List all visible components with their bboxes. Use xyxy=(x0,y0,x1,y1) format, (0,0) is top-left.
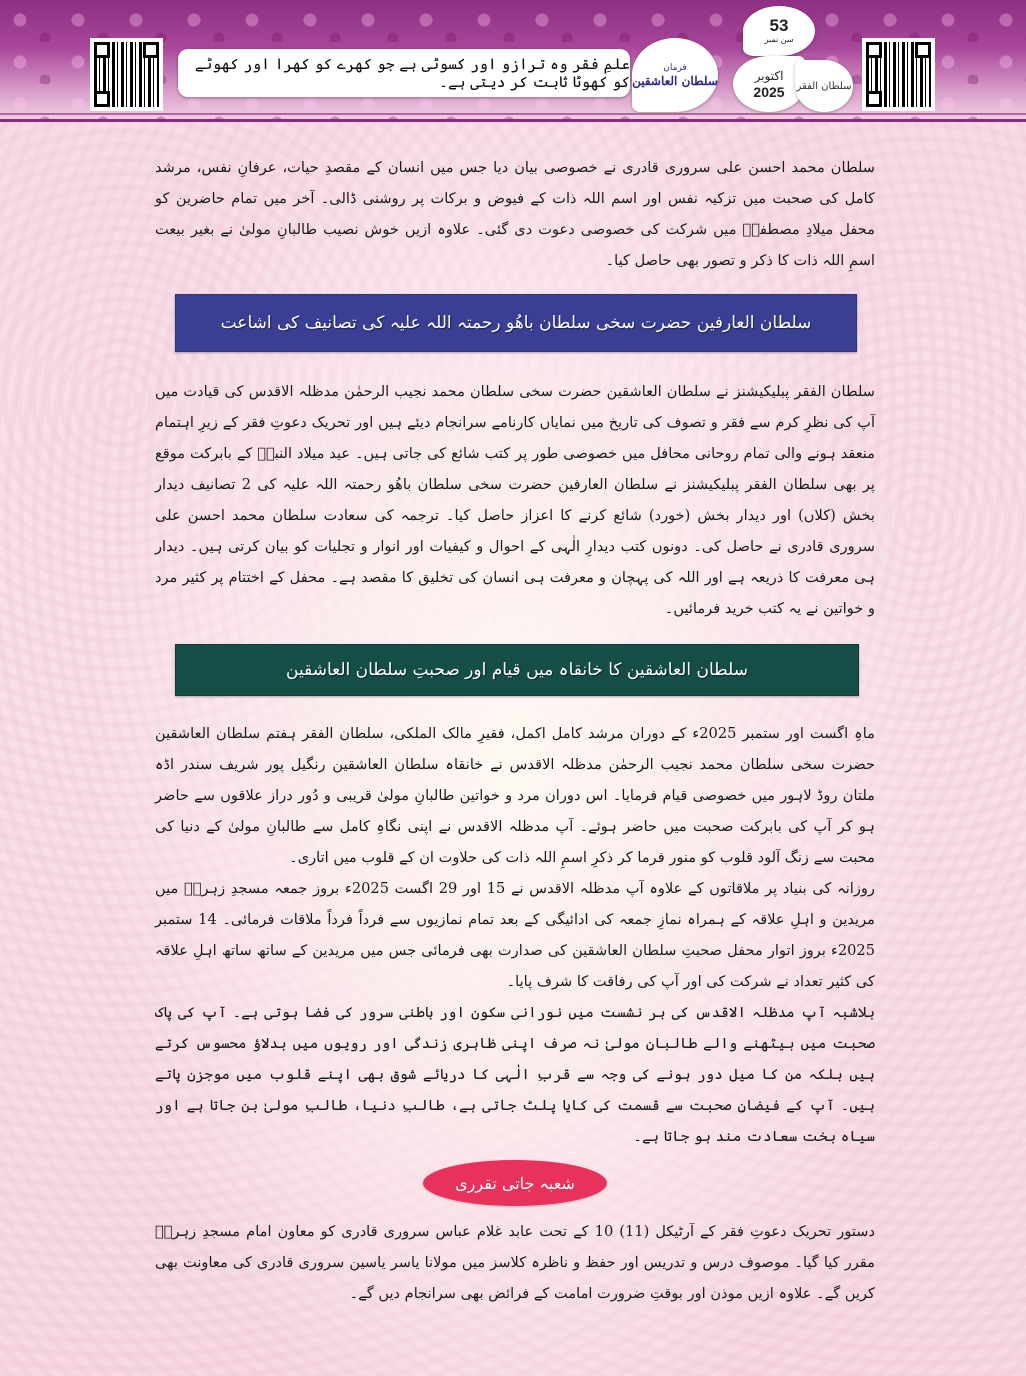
farman-name: سلطان العاشقین xyxy=(632,73,718,88)
section-heading-text: سلطان العارفین حضرت سخی سلطان باھُو رحمتہ اللہ علیہ کی تصانیف کی اشاعت xyxy=(220,312,812,333)
section-heading-khanqah xyxy=(175,644,859,696)
appointment-paragraph: دستور تحریک دعوتِ فقر کے آرٹیکل (11) 10 کے تحت عابد غلام عباس سروری قادری کو معاون امام مسجدِ زہراؓ مقرر کیا گیا۔ موصوف درس و تدریس اور حفظ و ناظرہ کلاسز میں مولانا یاسر یاسین سروری قادری کی معاونت بھی کریں گے۔ علاوہ ازیں موذن اور بوقتِ ضرورت امامت کے فرائض بھی سرانجام دیں گے۔ xyxy=(155,1223,875,1302)
farman-label: فرمان xyxy=(663,62,687,73)
qr-code-icon xyxy=(866,42,931,107)
issue-number: 53 xyxy=(769,16,789,35)
khanqah-paragraph-1: ماہِ اگست اور ستمبر 2025ء کے دوران مرشد کامل اکمل، فقیرِ مالک الملکی، سلطان الفقر ہفتم سلطان العاشقین حضرت سخی سلطان محمد نجیب الرحمٰن مدظلہ الاقدس نے خانقاہ سلطان العاشقین رنگیل پور شریف سندر اڈہ ملتان روڈ لاہور میں خصوصی قیام فرمایا۔ اس دوران مرد و خواتین طالبانِ مولیٰ قریبی و دُور دراز علاقوں سے حاضر ہو کر آپ کی بابرکت صحبت میں حاضر ہوئے۔ آپ مدظلہ الاقدس نے اپنی نگاہِ کامل سے طالبانِ مولیٰ کے دنیا کی محبت سے زنگ آلود قلوب کو منور فرما کر ذکرِ اسمِ اللہ ذات کی حلاوت ان کے قلوب میں اتاری۔ xyxy=(155,725,875,866)
qr-code-right[interactable] xyxy=(862,38,935,111)
issue-month: اکتوبر xyxy=(754,68,784,83)
khanqah-paragraph-2: روزانہ کی بنیاد پر ملاقاتوں کے علاوہ آپ مدظلہ الاقدس نے 15 اور 29 اگست 2025ء بروز جمعہ مسجدِ زہراؓ میں مریدین و اہلِ علاقہ کے ہمراہ نمازِ جمعہ کی ادائیگی کے بعد تمام نمازیوں سے فرداً فرداً ملاقات فرمائی۔ 14 ستمبر 2025ء بروز اتوار محفل صحبتِ سلطان العاشقین کی صدارت بھی فرمائی جس میں مریدین کے ساتھ ساتھ اہلِ علاقہ کی کثیر تعداد نے شرکت کی اور آپ کی رفاقت کا شرف پایا۔ xyxy=(155,880,875,990)
section-heading-text: شعبہ جاتی تقرری xyxy=(455,1173,575,1193)
issue-year: 2025 xyxy=(753,83,785,100)
article-body xyxy=(155,152,875,1309)
issue-number-badge xyxy=(743,6,815,56)
header-quote: علمِ فقر وہ ترازو اور کسوٹی ہے جو کھرے کو کھرا اور کھوٹے کو کھوٹا ثابت کر دیتی ہے۔ xyxy=(194,55,630,91)
khanqah-paragraph-3: بلاشبہ آپ مدظلہ الاقدس کی ہر نشست میں نورانی سکون اور باطنی سرور کی فضا ہوتی ہے۔ آپ کی پاک صحبت میں بیٹھنے والے طالبانِ مولیٰ نہ صرف اپنی ظاہری زندگی اور رویوں میں بدلاؤ محسوس کرتے ہیں بلکہ من کا میل دور ہونے کی وجہ سے قربِ الٰہی کا دریائے شوق بھی اپنے قلوب میں موجزن پاتے ہیں۔ آپ کے فیضانِ صحبت سے قسمت کی کایا پلٹ جاتی ہے، طالبِ دنیا، طالبِ مولیٰ بن جاتا ہے اور سیاہ بخت سعادت مند ہو جاتا ہے۔ xyxy=(155,1004,875,1145)
qr-code-icon xyxy=(94,42,159,107)
intro-paragraph: سلطان محمد احسن علی سروری قادری نے خصوصی بیان دیا جس میں انسان کے مقصدِ حیات، عرفانِ نفس، مرشد کامل کی صحبت میں تزکیہ نفس اور اسم اللہ ذات کے فیوض و برکات پر روشنی ڈالی۔ آخر میں تمام حاضرین کو محفل میلادِ مصطفیؐ میں شرکت کی خصوصی دعوت دی گئی۔ علاوہ ازیں خوش نصیب طالبانِ مولیٰ نے بغیر بیعت اسمِ اللہ ذات کا ذکر و تصور بھی حاصل کیا۔ xyxy=(155,159,875,269)
publications-paragraph: سلطان الفقر پبلیکیشنز نے سلطان العاشقین حضرت سخی سلطان محمد نجیب الرحمٰن مدظلہ الاقدس کی قیادت میں آپ کی نظرِ کرم سے فقر و تصوف کی تاریخ میں نمایاں کارنامے سرانجام دیئے ہیں اور تحریک دعوتِ فقر کے زیرِ اہتمام منعقد ہونے والی تمام روحانی محافل میں خصوصی طور پر کتب شائع کی جاتی ہیں۔ عید میلاد النبیؐ کے بابرکت موقع پر بھی سلطان الفقر پبلیکیشنز نے سلطان العارفین حضرت سخی سلطان باھُو رحمتہ اللہ علیہ کی 2 تصانیف دیدار بخش (کلاں) اور دیدار بخش (خورد) شائع کرنے کا اعزاز حاصل کیا۔ ترجمہ کی سعادت سلطان محمد احسن علی سروری قادری نے حاصل کی۔ دونوں کتب دیدارِ الٰہی کے احوال و کیفیات اور انوار و تجلیات کو بیان کرتی ہیں۔ دیدار ہی معرفت کا ذریعہ ہے اور اللہ کی پہچان و معرفت ہی انسان کی تخلیق کا مقصد ہے۔ محفل کے اختتام پر کثیر مرد و خواتین نے یہ کتب خرید فرمائیں۔ xyxy=(155,383,875,617)
magazine-header xyxy=(0,0,1026,122)
magazine-name: سلطان الفقر xyxy=(796,80,852,92)
qr-code-left[interactable] xyxy=(90,38,163,111)
section-heading-appointment xyxy=(423,1160,607,1206)
section-heading-publications xyxy=(175,294,857,352)
header-quote-box xyxy=(178,49,630,97)
issue-label: سن نمبر xyxy=(764,35,794,44)
magazine-logo xyxy=(795,60,853,112)
farman-badge xyxy=(632,38,718,112)
section-heading-text: سلطان العاشقین کا خانقاہ میں قیام اور صحبتِ سلطان العاشقین xyxy=(286,659,748,680)
